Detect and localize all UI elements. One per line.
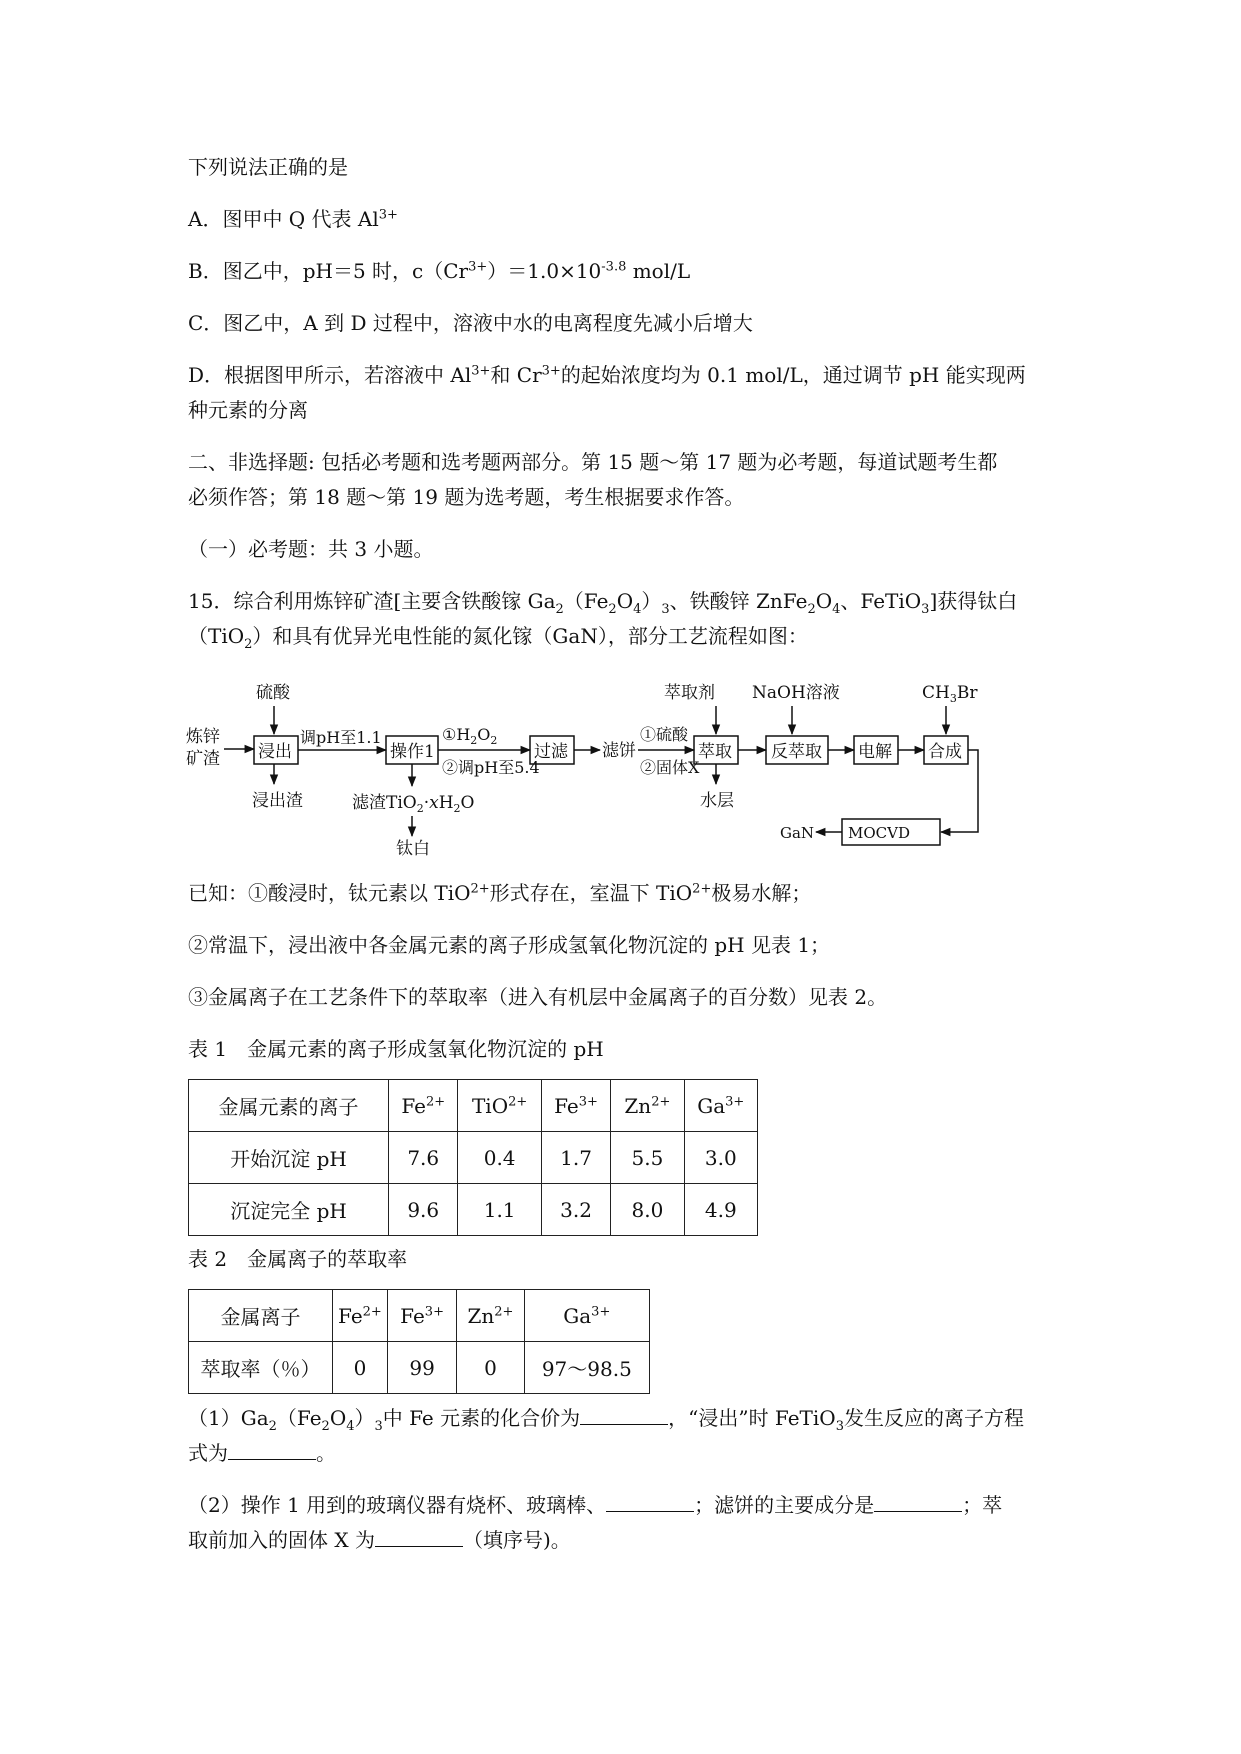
option-d-line2: 种元素的分离 <box>188 398 308 422</box>
table1-cell: 8.0 <box>611 1184 684 1236</box>
filter-cake-label: 滤饼 <box>602 741 636 761</box>
option-a: A．图甲中 Q 代表 $Al^{3+}$ <box>188 207 398 231</box>
table1-ion-fe2: $Fe^{2+}$ <box>389 1080 458 1132</box>
table2-header-label: 金属离子 <box>189 1290 333 1342</box>
extractant-label: 萃取剂 <box>664 683 715 703</box>
sub2-line1: （2）操作 1 用到的玻璃仪器有烧杯、玻璃棒、 ；滤饼的主要成分是 ；萃 <box>188 1493 1003 1517</box>
ore-label-2: 矿渣 <box>186 749 220 769</box>
answer-blank[interactable] <box>606 1491 694 1512</box>
back-extract-label: 反萃取 <box>771 742 822 762</box>
naoh-label: NaOH溶液 <box>752 683 840 703</box>
arrow-synthesis-mocvd <box>941 750 978 832</box>
leach-residue-label: 浸出渣 <box>252 791 303 811</box>
sub1-line2: 式为 。 <box>188 1441 336 1465</box>
table2-cell: 0 <box>332 1342 387 1394</box>
table1-cell: 0.4 <box>458 1132 541 1184</box>
known-line1: 已知：①酸浸时，钛元素以 TiO$^{2+}$形式存在，室温下 TiO$^{2+}$极易水解； <box>188 881 812 905</box>
sulfuric-acid-label: 硫酸 <box>256 683 290 703</box>
option-c: C．图乙中，A 到 D 过程中，溶液中水的电离程度先减小后增大 <box>188 311 753 335</box>
step-sulfuric-label: ①硫酸 <box>640 725 689 744</box>
table-row <box>189 1132 758 1184</box>
table1 <box>188 1079 758 1236</box>
known-line2: ②常温下，浸出液中各金属元素的离子形成氢氧化物沉淀的 pH 见表 1； <box>188 933 831 957</box>
section2-line2: 必须作答；第 18 题～第 19 题为选考题，考生根据要求作答。 <box>188 485 745 509</box>
step-solid-x-label: ②固体X <box>640 758 700 777</box>
table2-cell: 0 <box>457 1342 524 1394</box>
table2-ion-zn2: $Zn^{2+}$ <box>457 1290 524 1342</box>
table1-cell: 1.7 <box>541 1132 610 1184</box>
section2-subheading: （一）必考题：共 3 小题。 <box>188 537 434 561</box>
table1-cell: 3.0 <box>684 1132 757 1184</box>
table1-row-label: 开始沉淀 pH <box>189 1132 389 1184</box>
step-h2o2-label: $①H_2O_2$ <box>442 725 498 747</box>
q15-intro-line2: （TiO$_2$）和具有优异光电性能的氮化镓（GaN），部分工艺流程如图： <box>188 624 808 652</box>
table1-ion-tio2: TiO$^{2+}$ <box>458 1080 541 1132</box>
question-stem: 下列说法正确的是 <box>188 155 348 179</box>
mocvd-label: MOCVD <box>848 824 910 842</box>
table1-header-row <box>189 1080 758 1132</box>
table1-cell: 4.9 <box>684 1184 757 1236</box>
gan-label: GaN <box>780 824 815 842</box>
step-adjust-ph-2-label: ②调pH至5.4 <box>442 758 540 777</box>
table1-header-label: 金属元素的离子 <box>189 1080 389 1132</box>
table1-ion-fe3: $Fe^{3+}$ <box>541 1080 610 1132</box>
answer-blank[interactable] <box>375 1526 463 1547</box>
option-d-line1: D．根据图甲所示，若溶液中 $Al^{3+}$和 $Cr^{3+}$的起始浓度均为 0.1 mol/L，通过调节 pH 能实现两 <box>188 363 1026 387</box>
electrolysis-label: 电解 <box>858 742 892 762</box>
table1-caption: 表 1 金属元素的离子形成氢氧化物沉淀的 pH <box>188 1037 604 1061</box>
table-row <box>189 1342 650 1394</box>
titanium-white-label: 钛白 <box>396 839 430 856</box>
table1-cell: 7.6 <box>389 1132 458 1184</box>
filter-label: 过滤 <box>534 742 568 762</box>
table2-cell: 97～98.5 <box>524 1342 649 1394</box>
table2-ion-fe2: $Fe^{2+}$ <box>332 1290 387 1342</box>
option-b: B．图乙中，pH＝5 时，$c(Cr^{3+})=1.0\times 10^{-3.8}$ mol/L <box>188 259 691 283</box>
leach-label: 浸出 <box>258 742 292 762</box>
table1-cell: 3.2 <box>541 1184 610 1236</box>
known-line3: ③金属离子在工艺条件下的萃取率（进入有机层中金属离子的百分数）见表 2。 <box>188 985 888 1009</box>
answer-blank[interactable] <box>874 1491 962 1512</box>
filter-residue-label: 滤渣$TiO_2\cdot xH_2O$ <box>352 793 475 815</box>
table2-row-label: 萃取率（％） <box>189 1342 333 1394</box>
synthesis-label: 合成 <box>928 742 962 762</box>
sub1-line1: $(1)Ga_2(Fe_2O_4)_3$中 Fe 元素的化合价为 ，“浸出”时 FeTiO$_3$发生反应的离子方程 <box>188 1406 1024 1434</box>
operation1-label: 操作1 <box>390 742 435 762</box>
table2-ion-fe3: $Fe^{3+}$ <box>387 1290 456 1342</box>
table2-header-row <box>189 1290 650 1342</box>
table1-cell: 1.1 <box>458 1184 541 1236</box>
table-row <box>189 1184 758 1236</box>
extract-label: 萃取 <box>698 742 732 762</box>
water-layer-label: 水层 <box>700 791 734 811</box>
adjust-ph-1-label: 调pH至1.1 <box>300 728 382 747</box>
sub2-line2: 取前加入的固体 X 为 （填序号)。 <box>188 1528 571 1552</box>
table1-ion-ga3: $Ga^{3+}$ <box>684 1080 757 1132</box>
table2-ion-ga3: $Ga^{3+}$ <box>524 1290 649 1342</box>
table1-row-label: 沉淀完全 pH <box>189 1184 389 1236</box>
ch3br-label: $CH_3Br$ <box>922 683 978 705</box>
table2-cell: 99 <box>387 1342 456 1394</box>
table1-ion-zn2: $Zn^{2+}$ <box>611 1080 684 1132</box>
section2-line1: 二、非选择题: 包括必考题和选考题两部分。第 15 题～第 17 题为必考题，每道试题考生都 <box>188 450 998 474</box>
table1-cell: 9.6 <box>389 1184 458 1236</box>
process-flow-diagram <box>186 676 1052 856</box>
answer-blank[interactable] <box>228 1439 316 1460</box>
table2 <box>188 1289 650 1394</box>
q15-intro-line1: 15．综合利用炼锌矿渣[主要含铁酸镓 $Ga_2(Fe_2O_4)_3$、铁酸锌 $ZnFe_2O_4$、FeTiO$_3$]获得钛白 <box>188 589 1018 617</box>
ore-label-1: 炼锌 <box>186 727 220 747</box>
table1-cell: 5.5 <box>611 1132 684 1184</box>
answer-blank[interactable] <box>580 1404 668 1425</box>
table2-caption: 表 2 金属离子的萃取率 <box>188 1247 408 1271</box>
